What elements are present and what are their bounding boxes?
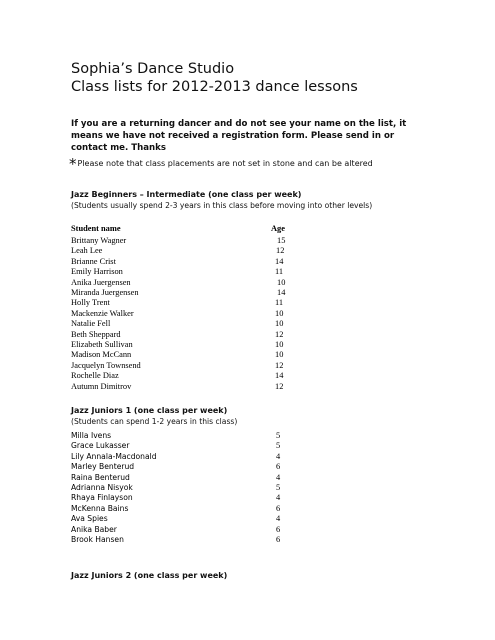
section-title-jazz-juniors-2: Jazz Juniors 2 (one class per week)	[71, 571, 228, 580]
student-name: Anika Juergensen	[71, 277, 131, 287]
student-name: Rhaya Finlayson	[71, 493, 133, 503]
student-name: Beth Sheppard	[71, 329, 121, 339]
student-age: 5	[276, 483, 281, 492]
column-header-age: Age	[271, 224, 285, 233]
student-name: Miranda Juergensen	[71, 288, 139, 297]
asterisk-mark: *	[69, 155, 77, 173]
student-age: 12	[275, 329, 284, 339]
student-age: 5	[276, 431, 281, 440]
student-age: 11	[275, 267, 284, 277]
notice-line-1: If you are a returning dancer and do not see your name on the list, it	[71, 119, 407, 129]
student-name: Madison McCann	[71, 350, 132, 360]
placement-note	[69, 155, 373, 173]
student-name: Rochelle Diaz	[71, 371, 119, 381]
student-name: Leah Lee	[71, 246, 103, 256]
student-name: Autumn Dimitrov	[71, 381, 132, 391]
student-age: 10	[277, 277, 286, 287]
student-name: Elizabeth Sullivan	[71, 340, 133, 349]
student-age: 6	[276, 535, 281, 544]
column-header-student-name: Student name	[71, 224, 121, 233]
studio-name: Sophia’s Dance Studio	[71, 61, 235, 77]
student-name: Milla Ivens	[71, 431, 112, 440]
student-name: Adrianna Nisyok	[71, 483, 133, 492]
student-age: 6	[276, 524, 281, 534]
student-age: 14	[275, 256, 284, 266]
section-subtitle-jazz-beginners: (Students usually spend 2-3 years in this class before moving into other levels)	[71, 201, 373, 210]
student-age: 10	[275, 308, 284, 318]
section-title-jazz-beginners: Jazz Beginners – Intermediate (one class per week)	[71, 190, 302, 199]
student-age: 6	[276, 462, 281, 472]
student-name: Mackenzie Walker	[71, 308, 134, 318]
student-age: 11	[275, 298, 284, 308]
student-age: 15	[277, 236, 286, 245]
section-title-jazz-juniors-1: Jazz Juniors 1 (one class per week)	[71, 406, 228, 415]
student-age: 12	[276, 246, 285, 256]
notice-line-3: contact me. Thanks	[71, 143, 166, 153]
section-subtitle-jazz-juniors-1: (Students can spend 1-2 years in this class)	[71, 417, 238, 426]
student-name: Marley Benterud	[71, 462, 135, 472]
student-name: Raina Benterud	[71, 472, 130, 482]
student-age: 4	[276, 514, 281, 524]
student-age: 12	[275, 360, 284, 370]
student-age: 4	[276, 451, 281, 461]
student-age: 10	[275, 340, 284, 349]
student-age: 4	[276, 472, 281, 482]
student-name: Brittany Wagner	[71, 236, 127, 245]
student-name: Jacquelyn Townsend	[71, 360, 141, 370]
student-age: 14	[277, 288, 286, 297]
placement-note-text: Please note that class placements are not set in stone and can be altered	[77, 159, 373, 168]
student-age: 4	[276, 493, 281, 503]
student-age: 14	[275, 371, 284, 381]
student-name: McKenna Bains	[71, 503, 129, 513]
student-name: Anika Baber	[71, 524, 117, 534]
student-name: Lily Annala-Macdonald	[71, 451, 157, 461]
student-name: Emily Harrison	[71, 267, 123, 277]
student-age: 10	[275, 350, 284, 360]
student-name: Ava Spies	[71, 514, 108, 524]
student-name: Grace Lukasser	[71, 441, 130, 451]
notice-line-2: means we have not received a registration form. Please send in or	[71, 131, 395, 141]
student-age: 12	[275, 381, 284, 391]
student-age: 6	[276, 503, 281, 513]
student-age: 5	[276, 441, 281, 451]
student-name: Brianne Crist	[71, 256, 116, 266]
document-title: Class lists for 2012-2013 dance lessons	[71, 79, 358, 95]
student-name: Brook Hansen	[71, 535, 124, 544]
student-name: Holly Trent	[71, 298, 110, 308]
student-age: 10	[275, 319, 284, 329]
student-name: Natalie Fell	[71, 319, 111, 329]
